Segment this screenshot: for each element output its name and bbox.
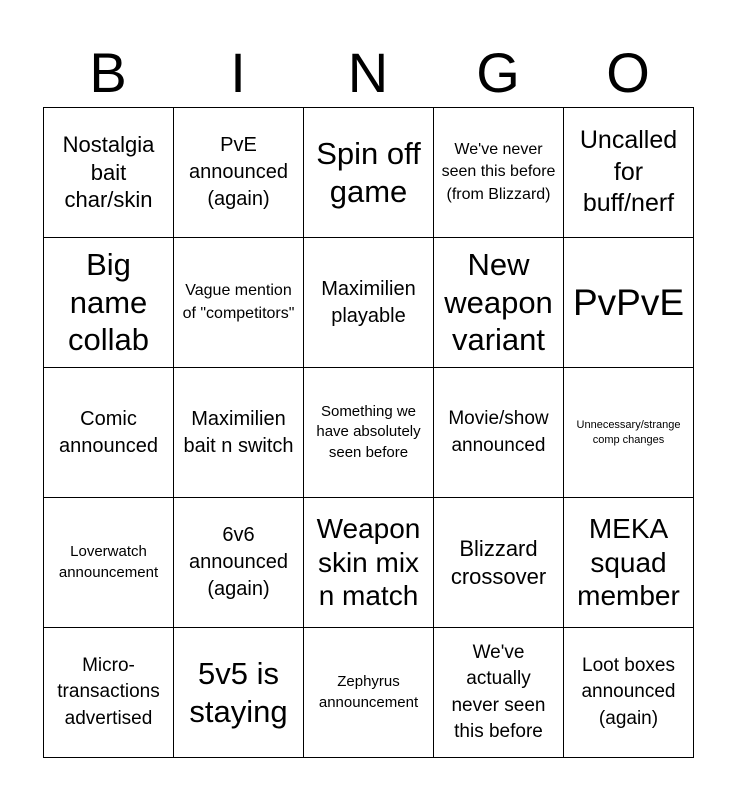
header-letter-b: B: [89, 41, 127, 104]
bingo-cell[interactable]: 6v6 announced (again): [174, 498, 304, 628]
bingo-cell[interactable]: 5v5 is staying: [174, 628, 304, 758]
bingo-cell[interactable]: Something we have absolutely seen before: [304, 368, 434, 498]
bingo-board: [43, 107, 694, 758]
header-letter-g: G: [476, 41, 520, 104]
bingo-cell[interactable]: New weapon variant: [434, 238, 564, 368]
bingo-cell[interactable]: Unnecessary/strange comp changes: [564, 368, 694, 498]
header-letter-n: N: [347, 41, 389, 104]
bingo-cell[interactable]: Micro-transactions advertised: [44, 628, 174, 758]
bingo-cell[interactable]: Loverwatch announcement: [44, 498, 174, 628]
bingo-cell[interactable]: We've never seen this before (from Blizzard): [434, 108, 564, 238]
bingo-cell[interactable]: Spin off game: [304, 108, 434, 238]
bingo-cell[interactable]: PvPvE: [564, 238, 694, 368]
bingo-cell[interactable]: Big name collab: [44, 238, 174, 368]
bingo-cell[interactable]: Maximilien bait n switch: [174, 368, 304, 498]
bingo-cell[interactable]: Comic announced: [44, 368, 174, 498]
bingo-cell[interactable]: Uncalled for buff/nerf: [564, 108, 694, 238]
bingo-cell[interactable]: PvE announced (again): [174, 108, 304, 238]
header-letter-o: O: [606, 41, 650, 104]
bingo-cell[interactable]: Blizzard crossover: [434, 498, 564, 628]
bingo-cell[interactable]: Nostalgia bait char/skin: [44, 108, 174, 238]
bingo-cell[interactable]: Movie/show announced: [434, 368, 564, 498]
header-letter-i: I: [230, 41, 246, 104]
bingo-cell[interactable]: Zephyrus announcement: [304, 628, 434, 758]
bingo-cell[interactable]: Weapon skin mix n match: [304, 498, 434, 628]
bingo-cell[interactable]: Vague mention of "competitors": [174, 238, 304, 368]
bingo-cell[interactable]: We've actually never seen this before: [434, 628, 564, 758]
bingo-cell[interactable]: Loot boxes announced (again): [564, 628, 694, 758]
bingo-cell[interactable]: Maximilien playable: [304, 238, 434, 368]
bingo-cell[interactable]: MEKA squad member: [564, 498, 694, 628]
bingo-header: [43, 38, 693, 108]
